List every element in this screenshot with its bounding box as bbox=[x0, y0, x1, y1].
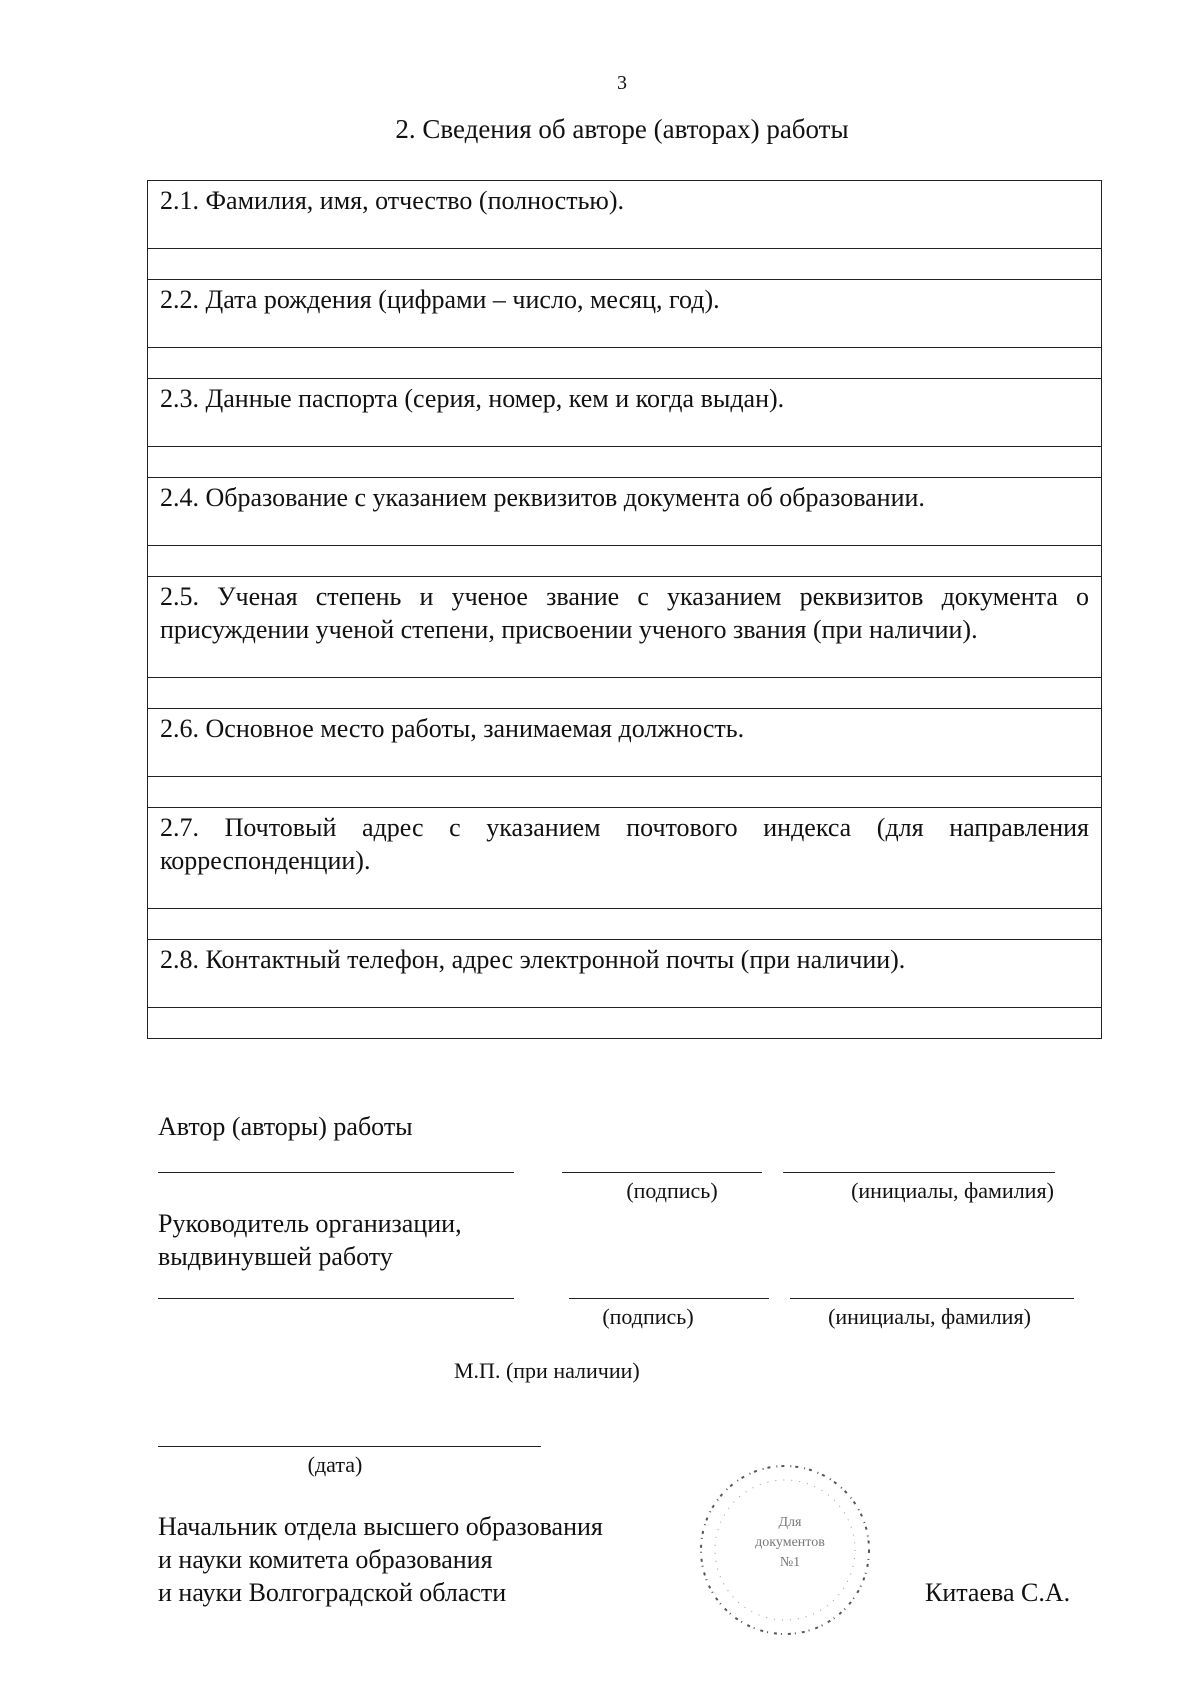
official-title-line1: Начальник отдела высшего образования bbox=[158, 1512, 603, 1541]
row-label-degree: 2.5. Ученая степень и ученое звание с указанием реквизитов документа о присуждении ученой степени, присвоении ученого звания (при наличии). bbox=[148, 577, 1102, 678]
table-row bbox=[148, 280, 1102, 348]
fill-cell-workplace[interactable] bbox=[148, 777, 1102, 808]
author-signature-caption: (подпись) bbox=[626, 1178, 718, 1203]
table-row-blank bbox=[148, 777, 1102, 808]
table-row-blank bbox=[148, 1008, 1102, 1039]
table-row-blank bbox=[148, 348, 1102, 379]
row-label-fullname: 2.1. Фамилия, имя, отчество (полностью). bbox=[148, 181, 1102, 249]
stamp-text-1: Для bbox=[778, 1515, 802, 1530]
row-label-education: 2.4. Образование с указанием реквизитов документа об образовании. bbox=[148, 478, 1102, 546]
fill-cell-birthdate[interactable] bbox=[148, 348, 1102, 379]
fill-cell-passport[interactable] bbox=[148, 447, 1102, 478]
row-label-postal-address: 2.7. Почтовый адрес с указанием почтового индекса (для направления корреспонденции). bbox=[148, 808, 1102, 909]
date-line[interactable] bbox=[158, 1446, 541, 1447]
author-org-line[interactable] bbox=[158, 1172, 514, 1173]
table-row bbox=[148, 940, 1102, 1008]
author-signature-line[interactable] bbox=[562, 1172, 762, 1173]
row-label-workplace: 2.6. Основное место работы, занимаемая должность. bbox=[148, 709, 1102, 777]
seal-stamp-icon bbox=[695, 1460, 875, 1640]
head-signature-line[interactable] bbox=[569, 1298, 769, 1299]
table-row bbox=[148, 181, 1102, 249]
date-caption: (дата) bbox=[307, 1452, 363, 1477]
table-row bbox=[148, 808, 1102, 909]
fill-cell-contacts[interactable] bbox=[148, 1008, 1102, 1039]
row-label-birthdate: 2.2. Дата рождения (цифрами – число, месяц, год). bbox=[148, 280, 1102, 348]
fill-cell-fullname[interactable] bbox=[148, 249, 1102, 280]
official-name: Китаева С.А. bbox=[925, 1578, 1071, 1607]
fill-cell-postal-address[interactable] bbox=[148, 909, 1102, 940]
section-title: 2. Сведения об авторе (авторах) работы bbox=[395, 114, 849, 144]
table-row-blank bbox=[148, 546, 1102, 577]
head-label-line2: выдвинувшей работу bbox=[158, 1242, 393, 1271]
table-row bbox=[148, 478, 1102, 546]
author-name-line[interactable] bbox=[783, 1172, 1055, 1173]
table-row bbox=[148, 577, 1102, 678]
table-row-blank bbox=[148, 249, 1102, 280]
official-title-line3: и науки Волгоградской области bbox=[158, 1578, 507, 1607]
table-row-blank bbox=[148, 447, 1102, 478]
head-name-line[interactable] bbox=[790, 1298, 1074, 1299]
row-label-passport: 2.3. Данные паспорта (серия, номер, кем и когда выдан). bbox=[148, 379, 1102, 447]
row-label-contacts: 2.8. Контактный телефон, адрес электронной почты (при наличии). bbox=[148, 940, 1102, 1008]
official-title-line2: и науки комитета образования bbox=[158, 1545, 493, 1574]
head-name-caption: (инициалы, фамилия) bbox=[828, 1304, 1031, 1329]
table-row bbox=[148, 379, 1102, 447]
stamp-text-2: документов bbox=[755, 1535, 825, 1550]
head-org-line[interactable] bbox=[158, 1298, 514, 1299]
author-info-table bbox=[147, 180, 1102, 1039]
fill-cell-degree[interactable] bbox=[148, 678, 1102, 709]
head-label-line1: Руководитель организации, bbox=[158, 1209, 462, 1238]
head-signature-caption: (подпись) bbox=[602, 1304, 694, 1329]
author-label: Автор (авторы) работы bbox=[158, 1112, 413, 1141]
page-number: 3 bbox=[617, 72, 627, 94]
seal-note: М.П. (при наличии) bbox=[454, 1358, 640, 1383]
fill-cell-education[interactable] bbox=[148, 546, 1102, 577]
table-row-blank bbox=[148, 909, 1102, 940]
stamp-text-3: №1 bbox=[779, 1555, 801, 1570]
author-name-caption: (инициалы, фамилия) bbox=[851, 1178, 1054, 1203]
table-row bbox=[148, 709, 1102, 777]
table-row-blank bbox=[148, 678, 1102, 709]
